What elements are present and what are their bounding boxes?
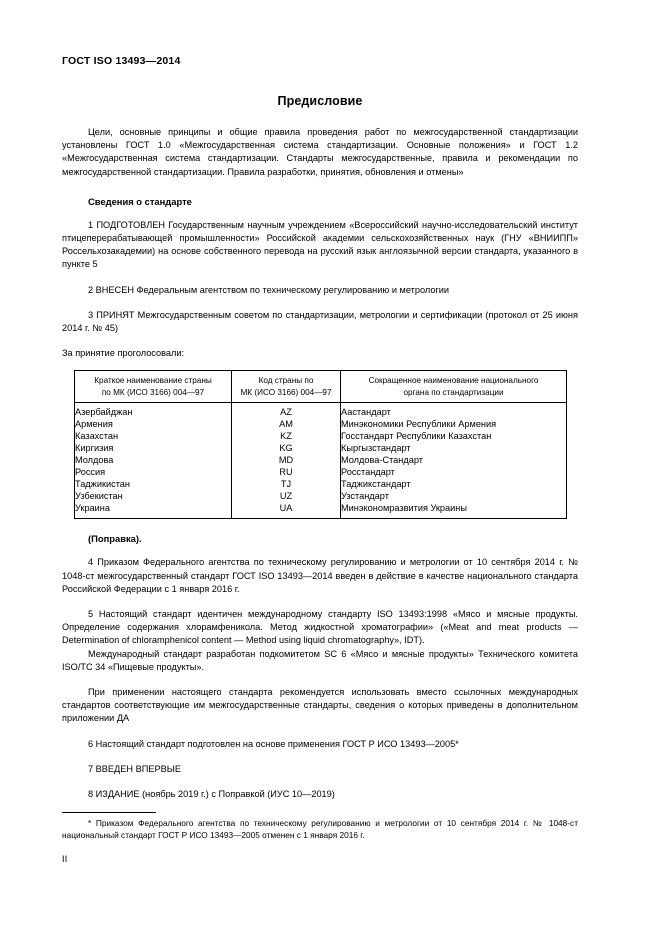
standard-info-heading: Сведения о стандарте — [88, 195, 192, 207]
correction-note: (Поправка). — [88, 533, 142, 545]
cell-body: Росстандарт — [341, 467, 567, 479]
cell-country: Таджикистан — [75, 479, 232, 491]
table-row — [75, 443, 567, 455]
cell-body: Узстандарт — [341, 491, 567, 503]
column-header-code-line1: Код страны по — [258, 376, 314, 386]
footnote-divider — [62, 812, 156, 813]
standard-info-item-1: 1 ПОДГОТОВЛЕН Государственным научным учреждением «Всероссийский научно-исследовательский институт птицеперерабатывающей промышленности» Российской академии сельскохозяйственных наук (ГНУ «ВНИИПП» Россельхозакадемии) на основе собственного перевода на русский язык англоязычной версии стандарта, указанного в пункте 5 — [62, 219, 578, 270]
page-number: II — [62, 854, 68, 864]
standard-info-item-3: 3 ПРИНЯТ Межгосударственным советом по стандартизации, метрологии и сертификации (протокол от 25 июня 2014 г. № 45) — [62, 309, 578, 334]
cell-country: Азербайджан — [75, 403, 232, 419]
cell-country: Украина — [75, 503, 232, 519]
cell-country: Молдова — [75, 455, 232, 467]
table-row — [75, 419, 567, 431]
cell-body: Минэкономразвития Украины — [341, 503, 567, 519]
table-row — [75, 479, 567, 491]
vote-table — [74, 370, 567, 519]
vote-table-body — [75, 403, 567, 519]
table-row — [75, 467, 567, 479]
cell-body: Таджикстандарт — [341, 479, 567, 491]
cell-code: AM — [232, 419, 341, 431]
table-row — [75, 491, 567, 503]
cell-code: MD — [232, 455, 341, 467]
item-6: 6 Настоящий стандарт подготовлен на основе применения ГОСТ Р ИСО 13493—2005* — [88, 738, 459, 749]
cell-body: Госстандарт Республики Казахстан — [341, 431, 567, 443]
cell-body: Аастандарт — [341, 403, 567, 419]
item-4: 4 Приказом Федерального агентства по техническому регулированию и метрологии от 10 сентября 2014 г. № 1048-ст межгосударственный стандарт ГОСТ ISO 13493—2014 введен в действие в качестве национального стандарта Российской Федерации с 1 января 2016 г. — [62, 557, 578, 594]
table-row — [75, 455, 567, 467]
item-5-part-c: При применении настоящего стандарта рекомендуется использовать вместо ссылочных международных стандартов соответствующие им межгосударственные стандарты, сведения о которых приведены в дополнительном приложении ДА — [62, 687, 578, 724]
item-7: 7 ВВЕДЕН ВПЕРВЫЕ — [88, 763, 181, 774]
cell-code: TJ — [232, 479, 341, 491]
cell-code: AZ — [232, 403, 341, 419]
footnote-text: * Приказом Федерального агентства по техническому регулированию и метрологии от 10 сентября 2014 г. № 1048-ст национальный стандарт ГОСТ Р ИСО 13493—2005 отменен с 1 января 2016 г. — [62, 818, 578, 840]
column-header-country — [75, 371, 232, 403]
item-5-part-b: Международный стандарт разработан подкомитетом SC 6 «Мясо и мясные продукты» Технического комитета ISO/TC 34 «Пищевые продукты». — [62, 648, 578, 672]
vote-lead-in: За принятие проголосовали: — [62, 348, 185, 359]
cell-code: KG — [232, 443, 341, 455]
cell-body: Минэкономики Республики Армения — [341, 419, 567, 431]
cell-body: Кыргызстандарт — [341, 443, 567, 455]
table-row — [75, 503, 567, 519]
cell-country: Узбекистан — [75, 491, 232, 503]
column-header-code — [232, 371, 341, 403]
cell-code: RU — [232, 467, 341, 479]
running-header: ГОСТ ISO 13493—2014 — [62, 55, 181, 67]
cell-body: Молдова-Стандарт — [341, 455, 567, 467]
column-header-body-line2: органа по стандартизации — [403, 387, 504, 397]
table-row — [75, 431, 567, 443]
item-5-part-a: 5 Настоящий стандарт идентичен международному стандарту ISO 13493:1998 «Мясо и мясные продукты. Определение содержания хлорамфеникола. Метод жидкостной хроматографии» («Meat and meat products — Determination of chloramphenicol content — Method using liquid chromatography», IDT). — [62, 609, 578, 646]
column-header-body-line1: Сокращенное наименование национального — [368, 376, 539, 386]
cell-country: Армения — [75, 419, 232, 431]
footnote-block — [62, 812, 578, 841]
column-header-country-line1: Краткое наименование страны — [94, 376, 212, 386]
standard-info-item-2: 2 ВНЕСЕН Федеральным агентством по техническому регулированию и метрологии — [88, 284, 450, 295]
table-header-row — [75, 371, 567, 403]
column-header-country-line2: по МК (ИСО 3166) 004—97 — [101, 387, 205, 397]
table-row — [75, 403, 567, 419]
page-content — [62, 55, 578, 813]
cell-country: Киргизия — [75, 443, 232, 455]
cell-code: KZ — [232, 431, 341, 443]
column-header-body — [341, 371, 567, 403]
intro-paragraph: Цели, основные принципы и общие правила проведения работ по межгосударственной стандартизации установлены ГОСТ 1.0 «Межгосударственная система стандартизации. Основные положения» и ГОСТ 1.2 «Межгосударственная система стандартизации. Стандарты межгосударственные, правила и рекомендации по межгосударственной стандартизации. Правила разработки, принятия, обновления и отмены» — [62, 127, 578, 177]
cell-code: UA — [232, 503, 341, 519]
cell-country: Россия — [75, 467, 232, 479]
cell-country: Казахстан — [75, 431, 232, 443]
column-header-code-line2: МК (ИСО 3166) 004—97 — [240, 387, 332, 397]
item-8: 8 ИЗДАНИЕ (ноябрь 2019 г.) с Поправкой (ИУС 10—2019) — [88, 789, 335, 800]
cell-code: UZ — [232, 491, 341, 503]
page-title: Предисловие — [277, 94, 363, 108]
